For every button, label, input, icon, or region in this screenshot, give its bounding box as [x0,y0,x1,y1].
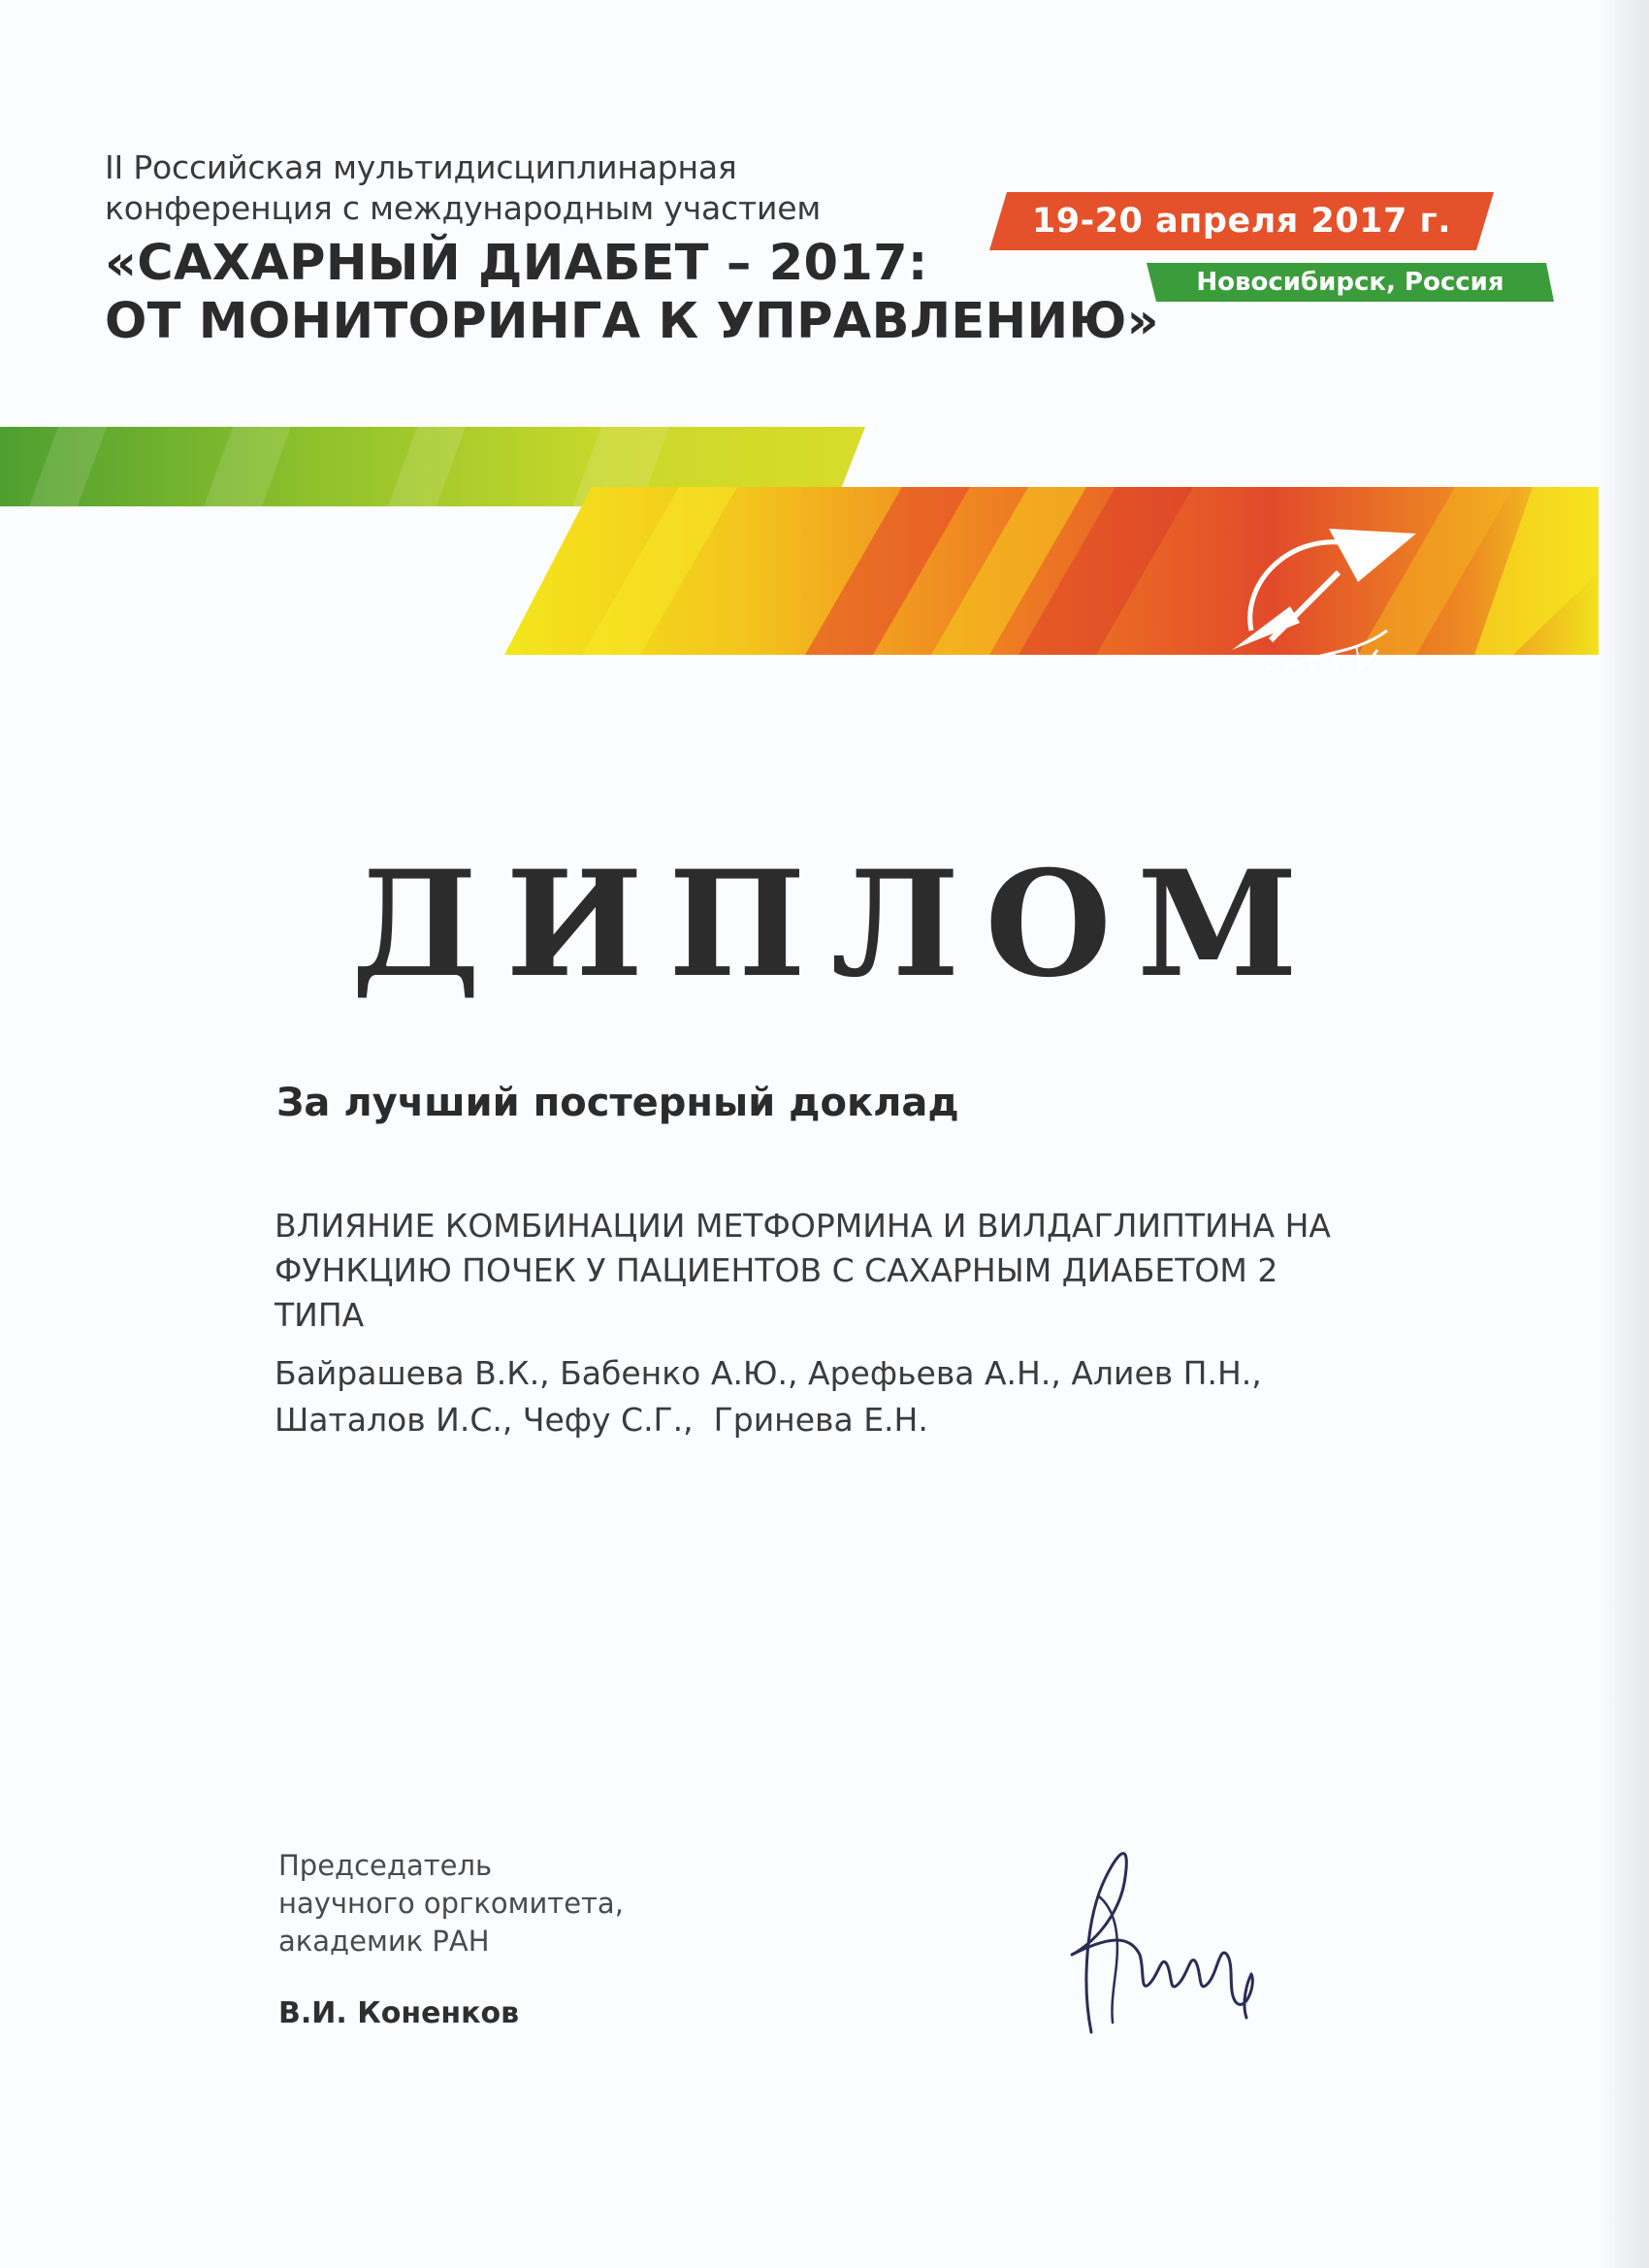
conference-location: Новосибирск, Россия [1196,268,1504,297]
award-text: За лучший постерный доклад [276,1081,959,1125]
report-title-line-2: ФУНКЦИЮ ПОЧЕК У ПАЦИЕНТОВ С САХАРНЫМ ДИАБЕТОМ 2 [275,1251,1278,1289]
conference-date-tag [989,192,1494,250]
signatory-role-line-3: академик РАН [278,1925,490,1958]
decorative-banner [0,417,1649,669]
signatory-name: В.И. Коненков [278,1996,520,2030]
signatory-block [278,1847,860,2032]
signatory-role-line-1: Председатель [278,1849,493,1882]
report-title-line-1: ВЛИЯНИЕ КОМБИНАЦИИ МЕТФОРМИНА И ВИЛДАГЛИПТИНА НА [275,1207,1331,1245]
report-title [275,1204,1439,1338]
conference-title-line-1: «САХАРНЫЙ ДИАБЕТ – 2017: [105,235,928,292]
conference-title-line-2: ОТ МОНИТОРИНГА К УПРАВЛЕНИЮ» [105,293,1159,350]
conference-subtitle-line-2: конференция с международным участием [105,189,822,227]
authors-line-2: Шаталов И.С., Чефу С.Г., Гринева Е.Н. [275,1401,928,1439]
conference-subtitle-line-1: II Российская мультидисциплинарная [105,148,737,186]
conference-header [105,147,1159,351]
handwritten-signature [1052,1838,1266,2061]
authors-list [275,1350,1439,1443]
conference-location-tag [1147,263,1554,302]
diploma-title: ДИПЛОМ [350,839,1324,1010]
signatory-role-line-2: научного оргкомитета, [278,1887,624,1920]
report-title-line-3: ТИПА [275,1296,365,1334]
scan-edge-shadow [1599,0,1649,2268]
authors-line-1: Байрашева В.К., Бабенко А.Ю., Арефьева А.Н., Алиев П.Н., [275,1354,1262,1392]
conference-date: 19-20 апреля 2017 г. [1031,202,1452,241]
